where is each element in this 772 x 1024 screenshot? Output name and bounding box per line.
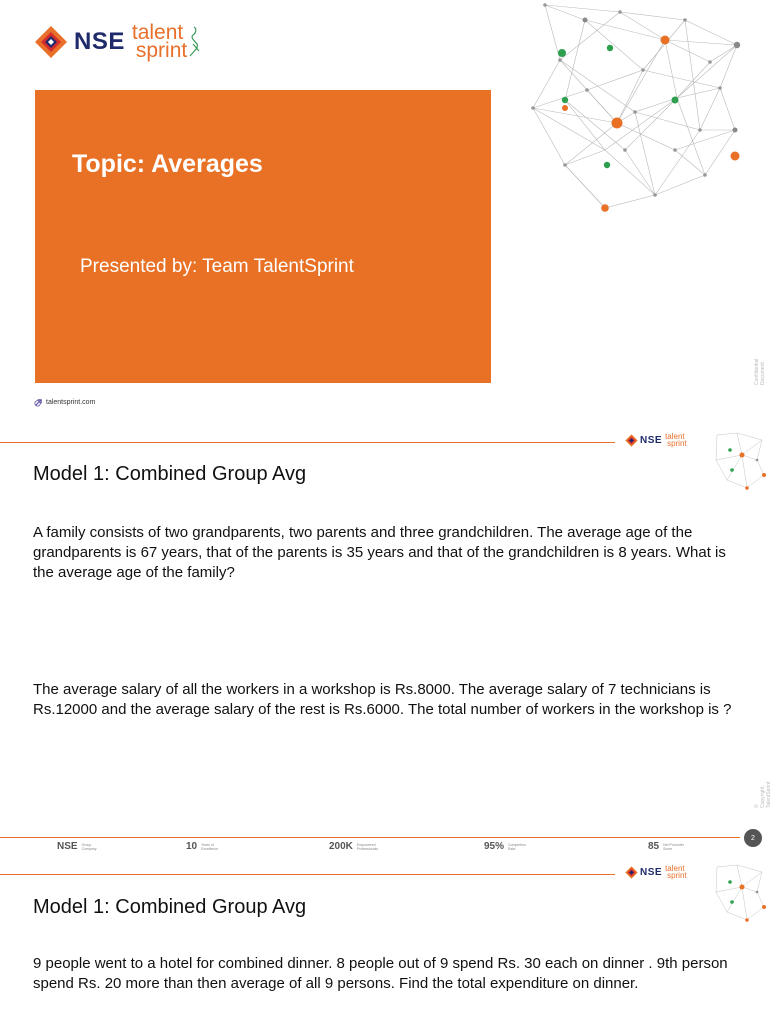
stat-value: 200K [329, 841, 353, 852]
slide2-header-line [0, 442, 615, 443]
nse-logo-icon [34, 25, 68, 59]
logo-talentsprint-text [665, 866, 687, 880]
nse-talentsprint-logo [34, 21, 201, 62]
logo-talent-word: talent [665, 864, 685, 873]
logo-nse-text: NSE [640, 867, 663, 879]
confidential-side-note: Confidential Document [754, 358, 766, 385]
stat-item [648, 841, 687, 852]
link-icon [34, 398, 43, 407]
stat-value: NSE [57, 841, 78, 852]
slide2-network-graphic [712, 430, 768, 492]
slide3-title: Model 1: Combined Group Avg [33, 896, 307, 918]
slide2-question-1: A family consists of two grandparents, two parents and three grandchildren. The average age of the grandparents is 67 years, that of the parents is 35 years and that of the grandchildren is 8 years. What is the average age of the family? [33, 524, 726, 581]
slide3-header-logo [625, 866, 687, 880]
slide2-title: Model 1: Combined Group Avg [33, 463, 307, 485]
stats-bar [0, 836, 768, 860]
logo-talent-word: talent [131, 21, 184, 44]
logo-talent-word: talent [665, 432, 685, 441]
slide2-header-logo [625, 434, 687, 448]
logo-sprint-word: sprint [667, 870, 687, 880]
slide3-question-1: 9 people went to a hotel for combined dinner. 8 people out of 9 spend Rs. 30 each on dinner . 9th person spend Rs. 20 more than then average of all 9 persons. Find the total expenditure on dinner. [33, 955, 728, 992]
stat-item [186, 841, 225, 852]
stat-label: Completion Rate [508, 842, 526, 851]
stat-value: 85 [648, 841, 660, 852]
stat-label: Empowered Professionals [356, 842, 378, 851]
slide2-question-2: The average salary of all the workers in a workshop is Rs.8000. The average salary of 7 technicians is Rs.12000 and the average salary of the rest is Rs.6000. The total number of workers in the workshop is ? [33, 681, 732, 718]
logo-talentsprint-text [665, 434, 687, 448]
stat-label: Net Promoter Score [663, 842, 684, 851]
network-graphic [525, 0, 750, 215]
nse-logo-icon [625, 434, 638, 447]
title-slide [0, 0, 768, 438]
stat-label: Group Company [81, 842, 97, 851]
stat-item [57, 841, 106, 852]
website-text: talentsprint.com [46, 399, 96, 406]
slide3-network-graphic [712, 862, 768, 924]
website-link[interactable] [34, 398, 95, 407]
logo-talentsprint-text [131, 21, 188, 62]
stat-value: 10 [186, 841, 198, 852]
slide3-header-line [0, 874, 615, 875]
copyright-side-note: © Copyright, TalentSprint [754, 781, 772, 808]
page-number-badge: 2 [744, 829, 762, 847]
stat-value: 95% [484, 841, 505, 852]
stat-item [329, 841, 381, 852]
title-banner [35, 90, 491, 383]
logo-nse-text: NSE [640, 435, 663, 447]
stat-item [484, 841, 532, 852]
slide-topic-title: Topic: Averages [72, 150, 263, 178]
runner-icon [187, 25, 201, 59]
logo-nse-text: NSE [74, 27, 125, 55]
stat-label: Years of Excellence [201, 842, 219, 851]
logo-sprint-word: sprint [667, 438, 687, 448]
nse-logo-icon [625, 866, 638, 879]
logo-sprint-word: sprint [135, 38, 188, 62]
presenter-line: Presented by: Team TalentSprint [80, 256, 354, 277]
